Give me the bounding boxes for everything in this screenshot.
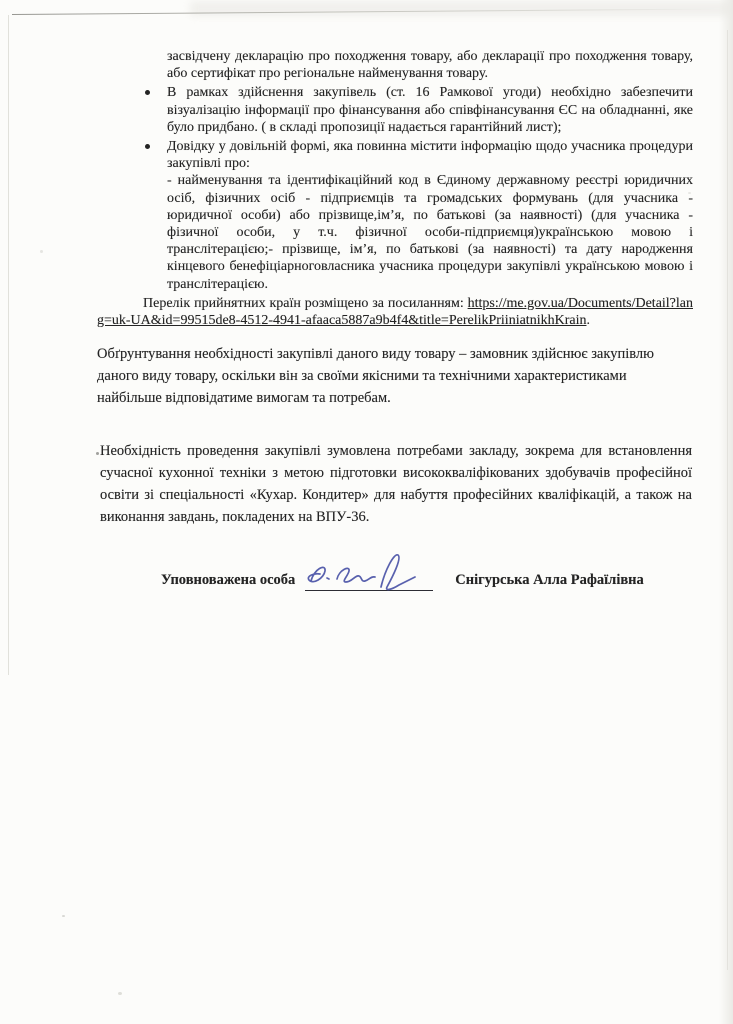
bullet-dot-icon — [145, 90, 150, 95]
bullet-item-intro: Довідку у довільній формі, яка повинна містити інформацію щодо учасника процедури закупівлі про: — [167, 139, 693, 172]
bullet-dot-icon — [145, 144, 150, 149]
bullet-item-detail: - найменування та ідентифікаційний код в Єдиному державному реєстрі юридичних осіб, фізичних осіб - підприємців та громадських формувань (для учасника - юридичної особи) або прізвище,ім’я, по батькові (за наявності) (для учасника - фізичної особи, у т.ч. фізичної особи-підприємця)українською мовою і транслітерацією;- прізвище, ім’я, по батькові (за наявності) та дату народження кінцевого бенефіціарноговласника учасника процедури закупівлі українською мовою і транслітерацією. — [167, 173, 693, 292]
allowed-countries-paragraph — [97, 295, 693, 329]
handwritten-signature-icon — [301, 545, 437, 597]
signature-field — [305, 544, 433, 591]
bullet-list — [97, 84, 693, 292]
bullet-item-eu-visualization — [97, 84, 693, 136]
signature-row — [161, 544, 693, 591]
document-body — [97, 48, 693, 591]
scan-speck — [62, 915, 65, 917]
continuation-text: засвідчену декларацію про походження товару, або декларації про походження товару, або сертифікат про регіональне найменування товару. — [167, 49, 693, 82]
scan-edge-line-right — [727, 30, 728, 970]
link-suffix-text: . — [586, 313, 590, 329]
signature-label: Уповноважена особа — [161, 572, 296, 589]
justification-paragraph: Обґрунтування необхідності закупівлі даного виду товару – замовник здійснює закупівлю даного виду товару, оскільки він за своїми якісними та технічними характеристиками найбільше відповідатиме вимогам та потребам. — [97, 346, 654, 407]
link-prefix-text: Перелік прийнятних країн розміщено за посиланням: — [143, 295, 468, 311]
bullet-item-text: В рамках здійснення закупівель (ст. 16 Рамкової угоди) необхідно забезпечити візуалізацію інформації про фінансування або співфінансування ЄС на обладнанні, яке було придбано. ( в складі пропозиції надається гарантійний лист); — [167, 85, 693, 135]
signatory-name: Снігурська Алла Рафаїлівна — [455, 572, 644, 589]
countries-list-link[interactable]: https://me.gov.ua/Documents/Detail?lang=uk-UA&id=99515de8-4512-4941-afaaca5887a9b4f4&title=PerelikPriiniatnikhKrain — [97, 295, 693, 329]
scan-edge-line-left — [8, 15, 9, 675]
scan-speck — [118, 992, 122, 995]
bullet-item-participant-info — [97, 138, 693, 293]
scan-speck — [40, 250, 43, 253]
scan-shadow-right — [719, 0, 733, 1024]
necessity-paragraph: Необхідність проведення закупівлі зумовлена потребами закладу, зокрема для встановлення сучасної кухонної техніки з метою підготовки висококваліфікованих здобувачів професійної освіти зі спеціальності «Кухар. Кондитер» для набуття професійних кваліфікацій, а також на виконання завдань, покладених на ВПУ-36. — [100, 443, 692, 526]
